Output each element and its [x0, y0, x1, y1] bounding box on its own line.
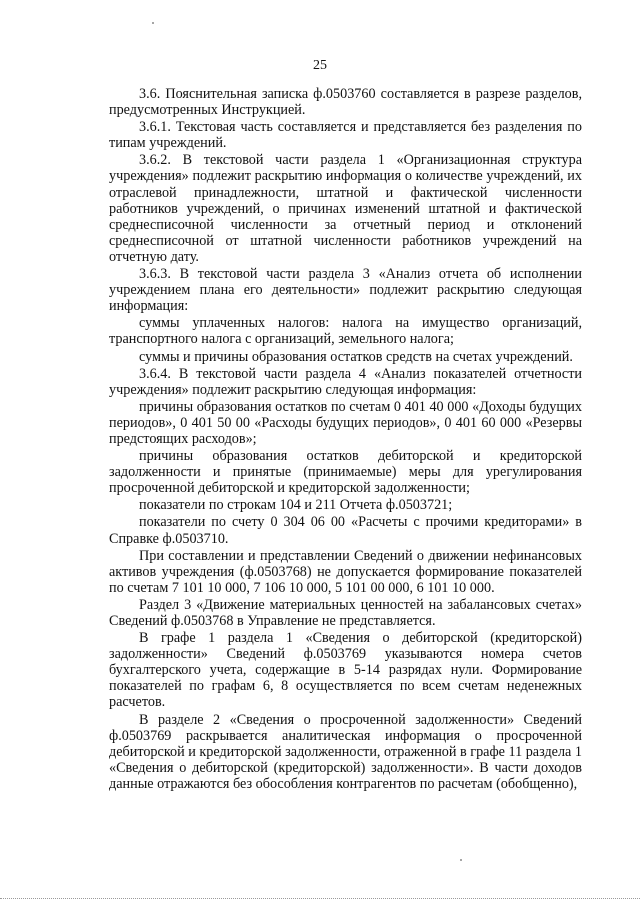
paragraph-balance-reasons: причины образования остатков по счетам 0 401 40 000 «Доходы будущих периодов», 0 401 50 00 «Расходы будущих периодов», 0 401 60 000 «Резервы предстоящих расходов»;	[109, 398, 582, 447]
paragraph-taxes-paid: суммы уплаченных налогов: налога на имущество организаций, транспортного налога с организаций, земельного налога;	[109, 315, 582, 348]
paragraph-account-balances: суммы и причины образования остатков средств на счетах учреждений.	[139, 348, 573, 365]
paragraph-3-6-2: 3.6.2. В текстовой части раздела 1 «Организационная структура учреждения» подлежит раскрытию информация о количестве учреждений, их отраслевой принадлежности, штатной и фактической численности работников учреждений, о причинах изменений штатной и фактической среднесписочной численности за отчетный период и отклонений среднесписочной от штатной численности работников учреждений на отчетную дату.	[109, 152, 582, 265]
scan-speck	[152, 22, 154, 24]
document-body	[109, 86, 582, 792]
page-number: 25	[313, 58, 327, 73]
paragraph-column-1: В графе 1 раздела 1 «Сведения о дебиторской (кредиторской) задолженности» Сведений ф.0503769 указываются номера счетов бухгалтерского учета, содержащие в 5-14 разрядах нули. Формирование показателей по графам 6, 8 осуществляется по всем счетам неденежных расчетов.	[109, 630, 582, 711]
scan-speck	[460, 859, 462, 861]
paragraph-3-6-4: 3.6.4. В текстовой части раздела 4 «Анализ показателей отчетности учреждения» подлежит раскрытию следующая информация:	[109, 365, 582, 398]
paragraph-3-6-3: 3.6.3. В текстовой части раздела 3 «Анализ отчета об исполнении учреждением плана его деятельности» подлежит раскрытию следующая информация:	[109, 266, 582, 315]
paragraph-account-0304: показатели по счету 0 304 06 00 «Расчеты с прочими кредиторами» в Справке ф.0503710.	[109, 514, 582, 547]
paragraph-section-3: Раздел 3 «Движение материальных ценностей на забалансовых счетах» Сведений ф.0503768 в Управление не представляется.	[109, 596, 582, 629]
paragraph-section-2: В разделе 2 «Сведения о просроченной задолженности» Сведений ф.0503769 раскрывается аналитическая информация о просроченной дебиторской и кредиторской задолженности, отраженной в графе 11 раздела 1 «Сведения о дебиторской (кредиторской) задолженности». В части доходов данные отражаются без обособления контрагентов по расчетам (обобщенно),	[109, 711, 582, 792]
paragraph-3-6: 3.6. Пояснительная записка ф.0503760 составляется в разрезе разделов, предусмотренных Инструкцией.	[109, 86, 582, 119]
paragraph-form-0503768: При составлении и представлении Сведений о движении нефинансовых активов учреждения (ф.0503768) не допускается формирование показателей по счетам 7 101 10 000, 7 106 10 000, 5 101 00 000, 6 101 10 000.	[109, 547, 582, 596]
paragraph-3-6-1: 3.6.1. Текстовая часть составляется и представляется без разделения по типам учреждений.	[109, 119, 582, 152]
scan-edge-line	[0, 898, 640, 900]
paragraph-rows-104-211: показатели по строкам 104 и 211 Отчета ф.0503721;	[139, 497, 453, 514]
paragraph-debt-reasons: причины образования остатков дебиторской и кредиторской задолженности и принятые (принимаемые) меры для урегулирования просроченной дебиторской и кредиторской задолженности;	[109, 448, 582, 497]
